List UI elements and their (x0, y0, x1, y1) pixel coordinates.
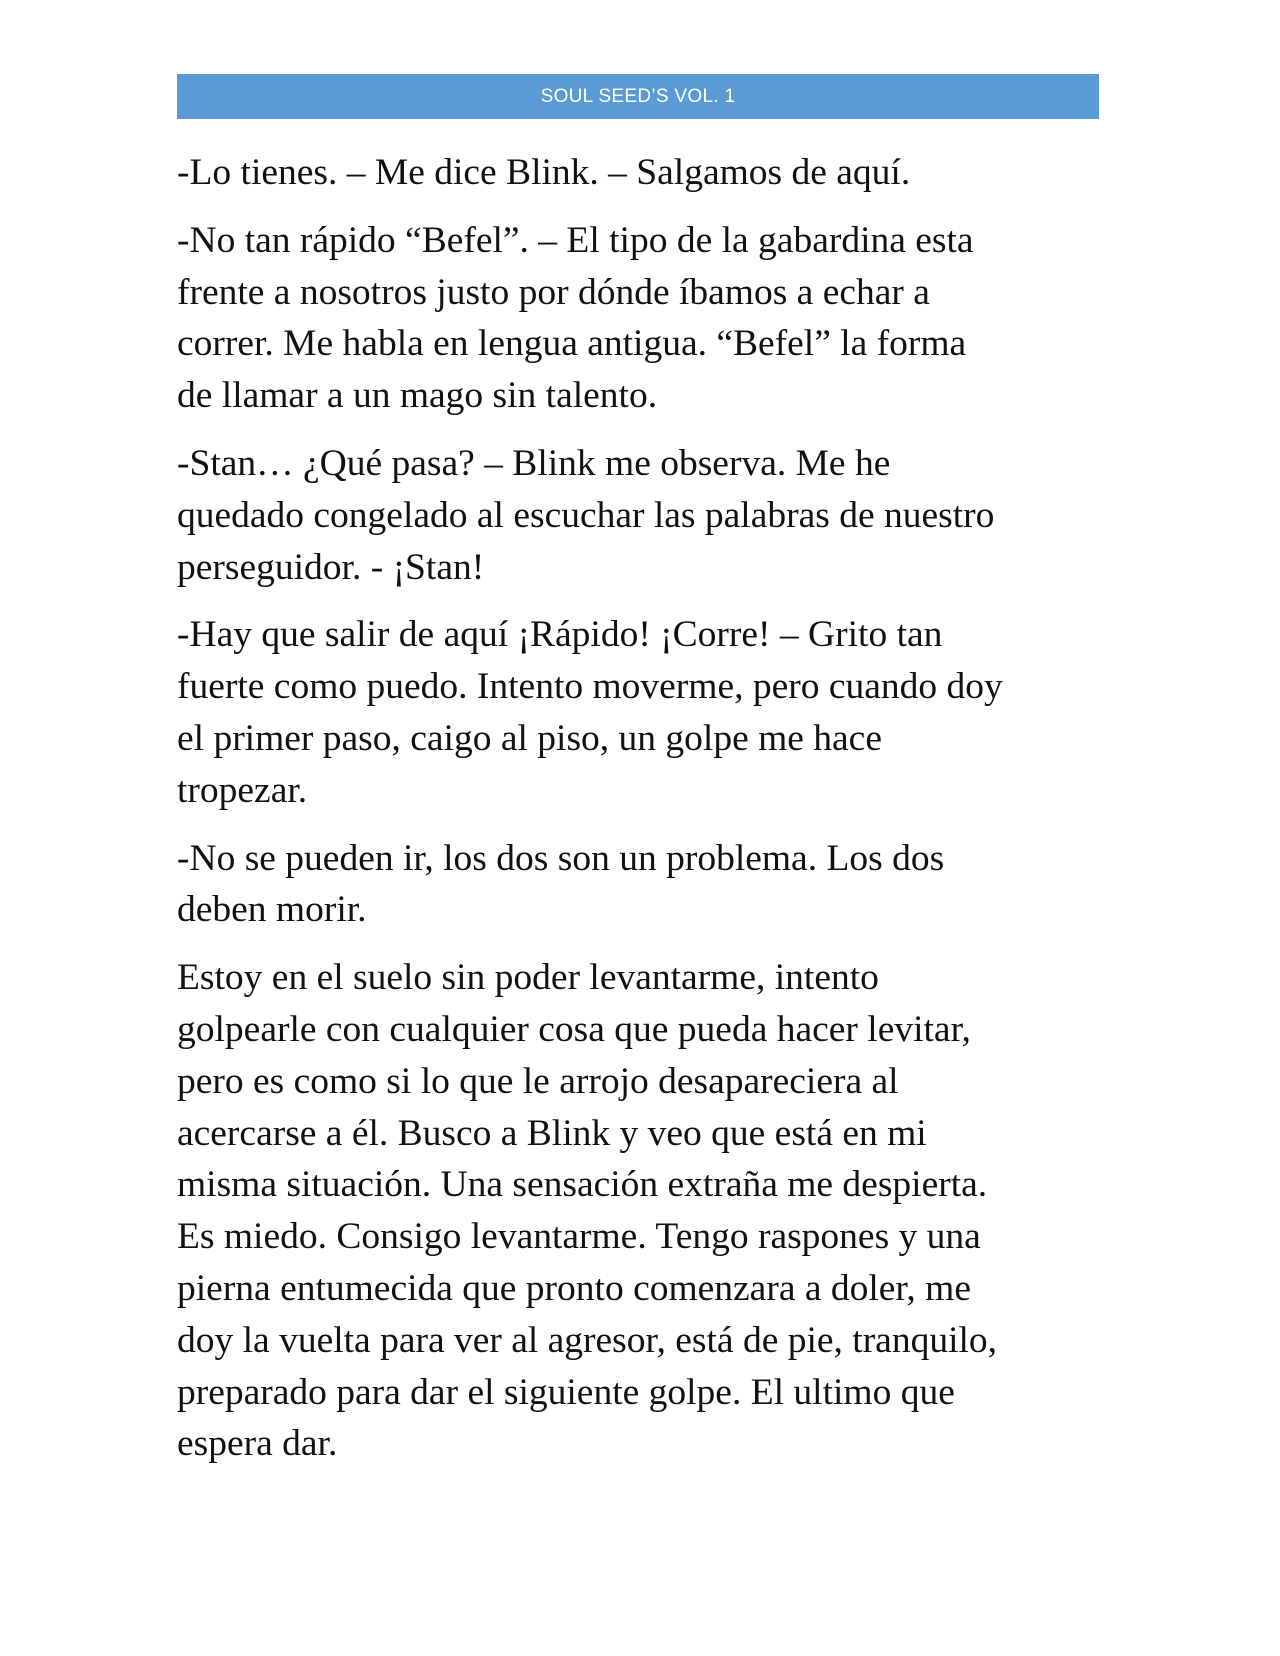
text-line: el primer paso, caigo al piso, un golpe me hace (177, 717, 882, 759)
text-line: pero es como si lo que le arrojo desapareciera al (177, 1060, 899, 1102)
text-line: deben morir. (177, 889, 367, 931)
text-line: frente a nosotros justo por dónde íbamos a echar a (177, 271, 930, 313)
text-line: tropezar. (177, 769, 308, 811)
text-line: de llamar a un mago sin talento. (177, 375, 658, 417)
text-line: Es miedo. Consigo levantarme. Tengo raspones y una (177, 1216, 981, 1258)
body-text (177, 147, 1107, 1486)
text-line: -No tan rápido “Befel”. – El tipo de la gabardina esta (177, 219, 974, 261)
text-line: doy la vuelta para ver al agresor, está de pie, tranquilo, (177, 1319, 998, 1361)
paragraph (177, 147, 1107, 199)
text-line: correr. Me habla en lengua antigua. “Befel” la forma (177, 323, 967, 365)
text-line: -Stan… ¿Qué pasa? – Blink me observa. Me he (177, 442, 891, 484)
text-line: quedado congelado al escuchar las palabras de nuestro (177, 494, 995, 536)
text-line: acercarse a él. Busco a Blink y veo que está en mi (177, 1112, 927, 1154)
running-header-bar (177, 74, 1099, 119)
text-line: misma situación. Una sensación extraña me despierta. (177, 1164, 988, 1206)
paragraph (177, 609, 1107, 816)
text-line: Estoy en el suelo sin poder levantarme, intento (177, 957, 879, 999)
text-line: fuerte como puedo. Intento moverme, pero cuando doy (177, 666, 1003, 708)
running-header-title: SOUL SEED’S VOL. 1 (540, 85, 736, 107)
paragraph (177, 215, 1107, 422)
text-line: -Lo tienes. – Me dice Blink. – Salgamos de aquí. (177, 152, 911, 193)
text-line: golpearle con cualquier cosa que pueda hacer levitar, (177, 1008, 971, 1050)
paragraph (177, 833, 1107, 937)
text-line: espera dar. (177, 1423, 338, 1465)
paragraph (177, 438, 1107, 593)
paragraph (177, 952, 1107, 1470)
text-line: pierna entumecida que pronto comenzara a doler, me (177, 1267, 971, 1309)
text-line: -Hay que salir de aquí ¡Rápido! ¡Corre! – Grito tan (177, 614, 943, 656)
text-line: -No se pueden ir, los dos son un problema. Los dos (177, 837, 945, 879)
text-line: perseguidor. - ¡Stan! (177, 546, 485, 588)
text-line: preparado para dar el siguiente golpe. El ultimo que (177, 1371, 955, 1413)
